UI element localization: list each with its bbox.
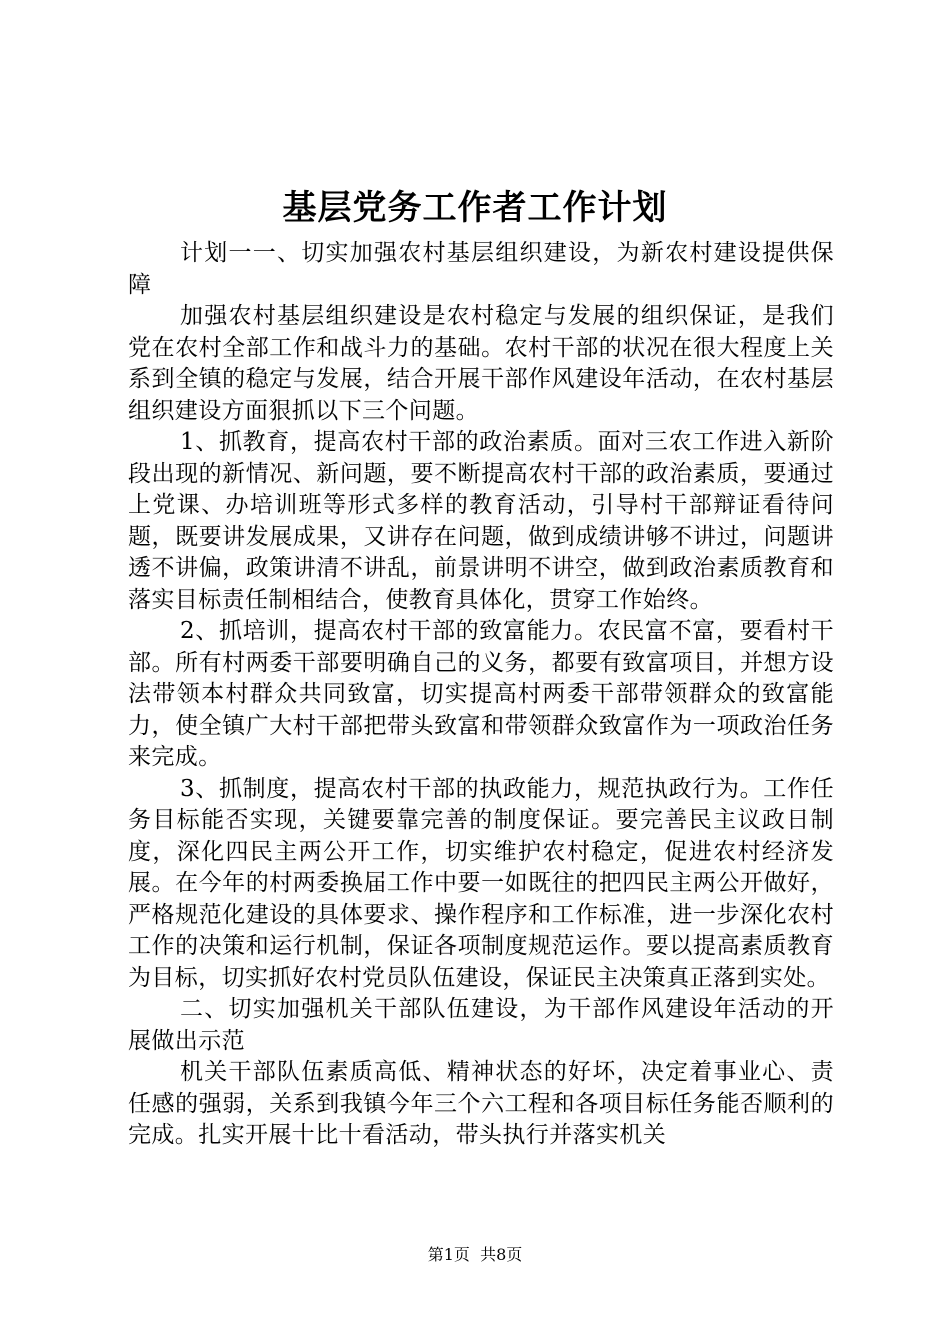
document-title: 基层党务工作者工作计划 xyxy=(282,188,668,228)
document-body xyxy=(128,238,834,1152)
paragraph-section-two-heading: 二、切实加强机关干部队伍建设，为干部作风建设年活动的开展做出示范 xyxy=(128,996,834,1054)
page-total: 共8页 xyxy=(480,1245,523,1264)
page-footer xyxy=(0,1244,950,1266)
paragraph-section-two-body: 机关干部队伍素质高低、精神状态的好坏，决定着事业心、责任感的强弱，关系到我镇今年三个六工程和各项目标任务能否顺利的完成。扎实开展十比十看活动，带头执行并落实机关 xyxy=(128,1059,834,1148)
paragraph-plan-one-heading: 计划一一、切实加强农村基层组织建设，为新农村建设提供保障 xyxy=(128,240,834,298)
paragraph-item-1-education: 1、抓教育，提高农村干部的政治素质。面对三农工作进入新阶段出现的新情况、新问题，要不断提高农村干部的政治素质，要通过上党课、办培训班等形式多样的教育活动，引导村干部辩证看待问题，既要讲发展成果，又讲存在问题，做到成绩讲够不讲过，问题讲透不讲偏，政策讲清不讲乱，前景讲明不讲空，做到政治素质教育和落实目标责任制相结合，使教育具体化，贯穿工作始终。 xyxy=(128,429,834,613)
paragraph-item-3-system: 3、抓制度，提高农村干部的执政能力，规范执政行为。工作任务目标能否实现，关键要靠完善的制度保证。要完善民主议政日制度，深化四民主两公开工作，切实维护农村稳定，促进农村经济发展。在今年的村两委换届工作中要一如既往的把四民主两公开做好，严格规范化建设的具体要求、操作程序和工作标准，进一步深化农村工作的决策和运行机制，保证各项制度规范运作。要以提高素质教育为目标，切实抓好农村党员队伍建设，保证民主决策真正落到实处。 xyxy=(128,775,834,991)
page-number: 第1页 xyxy=(427,1245,470,1264)
paragraph-item-2-training: 2、抓培训，提高农村干部的致富能力。农民富不富，要看村干部。所有村两委干部要明确自己的义务，都要有致富项目，并想方设法带领本村群众共同致富，切实提高村两委干部带领群众的致富能力，使全镇广大村干部把带头致富和带领群众致富作为一项政治任务来完成。 xyxy=(128,618,834,770)
paragraph-intro: 加强农村基层组织建设是农村稳定与发展的组织保证，是我们党在农村全部工作和战斗力的基础。农村干部的状况在很大程度上关系到全镇的稳定与发展，结合开展干部作风建设年活动，在农村基层组织建设方面狠抓以下三个问题。 xyxy=(128,303,834,424)
